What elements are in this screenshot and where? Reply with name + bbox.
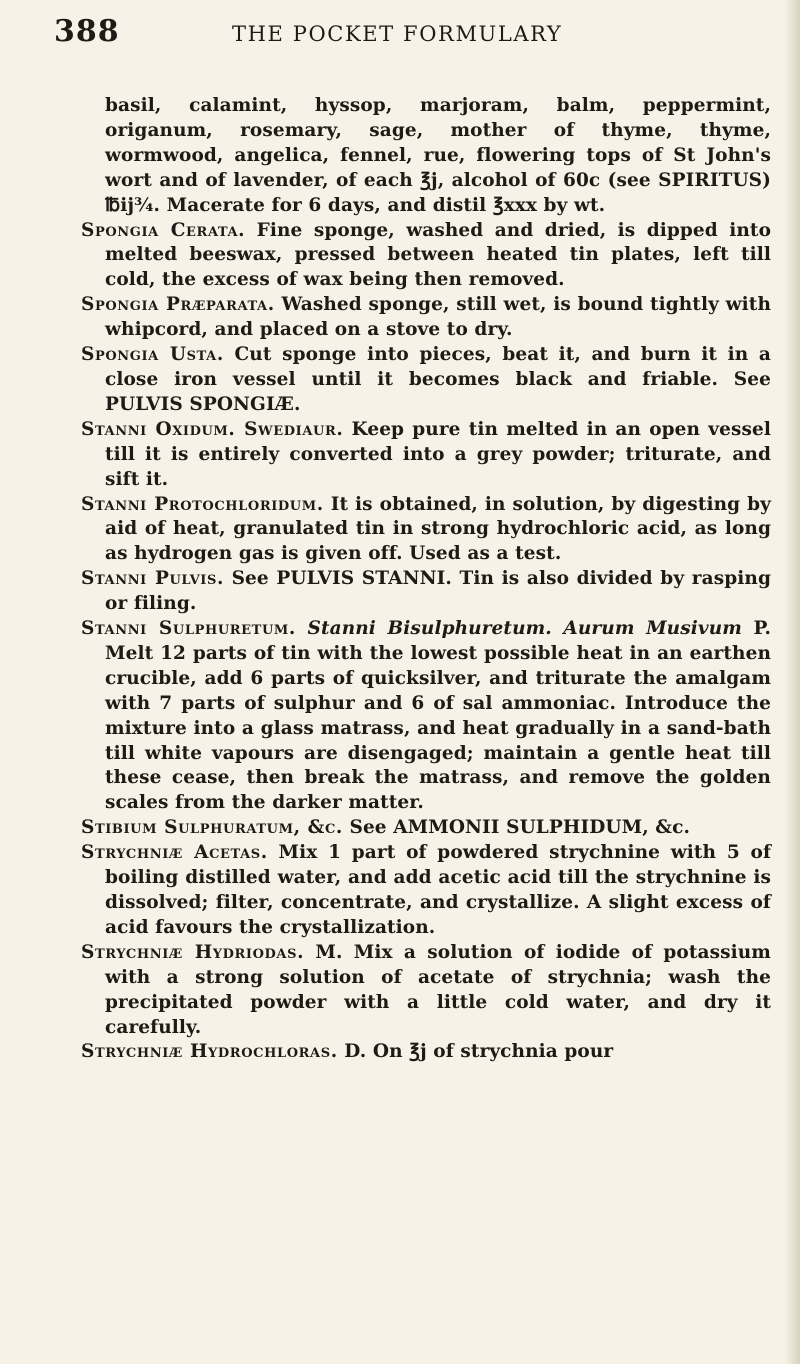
entry-heading: Stanni Oxidum. Swediaur. [81,418,344,440]
entry-heading: Strychniæ Hydrochloras. [81,1041,338,1063]
entry-heading: Stanni Protochloridum. [81,493,324,515]
entry-heading: Spongia Præparata. [81,294,275,316]
entry-spongia-praeparata [81,293,771,343]
page-number: 388 [54,14,120,49]
entry-text: See AMMONII SULPHIDUM, &c. [342,817,690,839]
entry-spongia-cerata [81,219,771,294]
entry-text: D. On ℥j of strychnia pour [337,1041,614,1063]
entry-heading: Stibium Sulphuratum, &c. [81,817,343,839]
entry-heading: Strychniæ Hydriodas. [81,941,305,963]
entry-stanni-protochloridum [81,493,771,568]
entry-stanni-pulvis [81,567,771,617]
page-edge-shadow [784,0,800,1364]
entry-text: See PULVIS STANNI. Tin is also divided by rasping or filing. [105,568,771,615]
entry-text: Cut sponge into pieces, beat it, and burn it in a close iron vessel until it becomes black and friable. See PULVIS SPONGIÆ. [105,344,771,415]
entry-spongia-usta [81,343,771,418]
entry-text: Fine sponge, washed and dried, is dipped into melted beeswax, pressed between heated tin plates, left till cold, the excess of wax being then removed. [105,219,772,291]
entry-strychniae-acetas [81,841,771,941]
entry-text: basil, calamint, hyssop, marjoram, balm, peppermint, origanum, rosemary, sage, mother of thyme, thyme, wormwood, angelica, fennel, rue, flowering tops of St John's wort and of lavender, of each ℥j, alcohol of 60c (see SPIRITUS) ℔ij¾. Macerate for 6 days, and distil ℥xxx by wt. [105,95,771,216]
entry-stanni-sulphuretum [81,617,771,816]
entry-text: It is obtained, in solution, by digesting by aid of heat, granulated tin in strong hydrochloric acid, as long as hydrogen gas is given off. Used as a test. [105,493,772,565]
entry-strychniae-hydrochloras [81,1040,771,1065]
entry-heading: Spongia Cerata. [81,219,246,241]
entry-heading: Stanni Pulvis. [81,568,224,590]
entry-text: M. Mix a solution of iodide of potassium with a strong solution of acetate of strychnia; wash the precipitated powder with a little cold water, and dry it carefully. [105,941,771,1038]
page-body [81,94,771,1065]
entry-heading: Strychniæ Acetas. [81,842,268,864]
entry-stibium-sulphuratum [81,816,771,841]
entry-strychniae-hydriodas [81,941,771,1041]
entry-continuation [81,94,771,219]
running-title: THE POCKET FORMULARY [232,22,563,46]
entry-text: P. Melt 12 parts of tin with the lowest possible heat in an earthen crucible, add 6 parts of quicksilver, and triturate the amalgam with 7 parts of sulphur and 6 of sal ammoniac. Introduce the mixture into a glass matrass, and heat gradually in a sand-bath till white vapours are disengaged; maintain a gentle heat till these cease, then break the matrass, and remove the golden scales from the darker matter. [105,618,772,814]
entry-text: Washed sponge, still wet, is bound tightly with whipcord, and placed on a stove to dry. [105,294,771,341]
entry-heading: Spongia Usta. [81,344,224,366]
entry-synonyms: Stanni Bisulphuretum. Aurum Musivum [295,618,742,640]
entry-heading: Stanni Sulphuretum. [81,618,296,640]
entry-stanni-oxidum [81,418,771,493]
entry-text: Keep pure tin melted in an open vessel till it is entirely converted into a grey powder; triturate, and sift it. [105,418,772,490]
entry-text: Mix 1 part of powdered strychnine with 5 of boiling distilled water, and add acetic acid till the strychnine is dissolved; filter, concentrate, and crystallize. A slight excess of acid favours the crystallization. [105,842,771,938]
